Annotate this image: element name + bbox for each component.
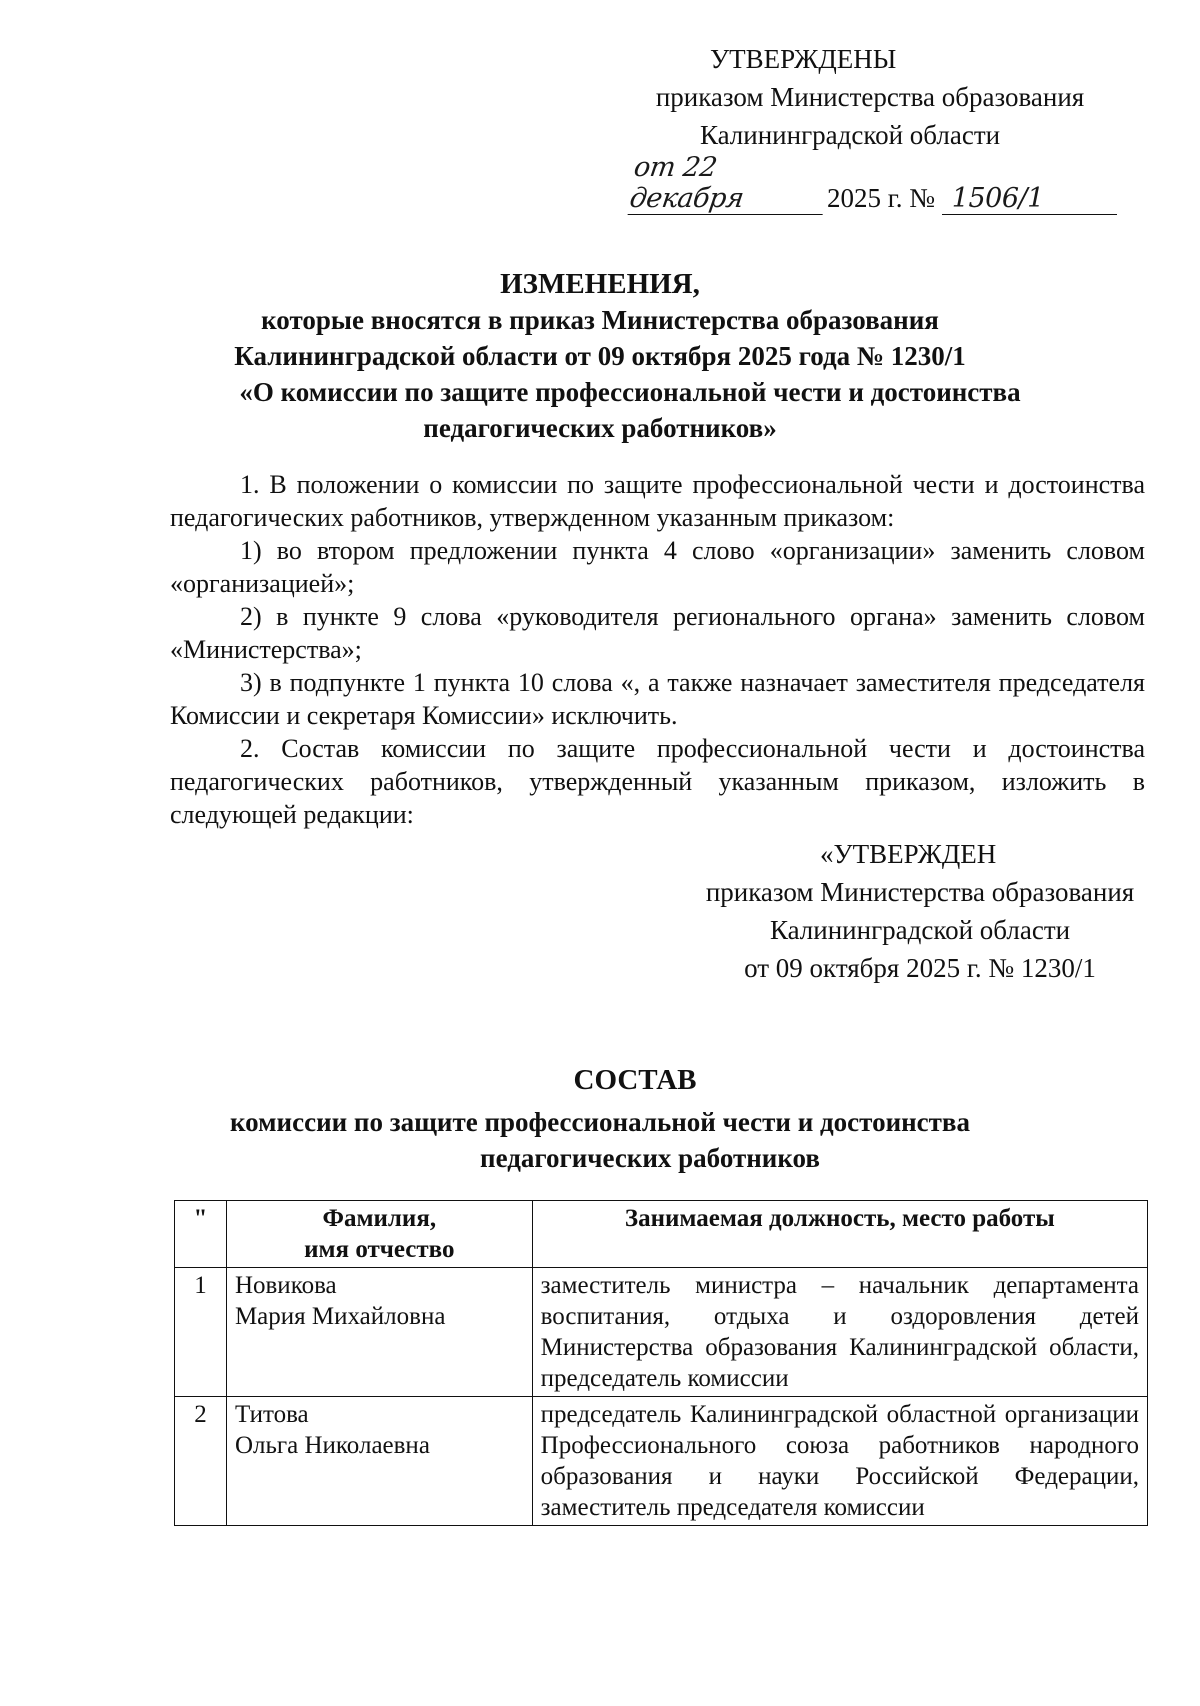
paragraph-4: 3) в подпункте 1 пункта 10 слова «, а также назначает заместителя председателя Комиссии и секретаря Комиссии» исключить. <box>170 668 1145 730</box>
paragraph-1: 1. В положении о комиссии по защите профессиональной чести и достоинства педагогических работников, утвержденном указанным приказом: <box>170 470 1145 532</box>
title-line-2: Калининградской области от 09 октября 2025 года № 1230/1 <box>234 341 966 371</box>
row-given-name: Ольга Николаевна <box>234 1432 430 1459</box>
handwritten-date: от 22 декабря <box>628 152 832 215</box>
header-name-line-2: имя отчество <box>304 1236 455 1263</box>
row-name <box>226 1397 532 1526</box>
body-text <box>170 468 1145 831</box>
header-position: Занимаемая должность, место работы <box>532 1201 1147 1268</box>
approval-block <box>640 40 1120 154</box>
title-line-1: которые вносятся в приказ Министерства образования <box>261 305 939 335</box>
handwritten-number: 1506/1 <box>942 183 1117 215</box>
paragraph-2: 1) во втором предложении пункта 4 слово «организации» заменить словом «организацией»; <box>170 536 1145 598</box>
roster-heading: СОСТАВ <box>573 1064 697 1096</box>
approval-line-2: Калининградской области <box>699 120 1001 150</box>
roster-subtitle-2: педагогических работников <box>480 1143 820 1173</box>
row-num: 1 <box>175 1268 227 1397</box>
title-line-3: «О комиссии по защите профессиональной чести и достоинства <box>239 377 1021 407</box>
row-num: 2 <box>175 1397 227 1526</box>
title-line-4: педагогических работников» <box>423 413 777 443</box>
approval2-line-1: приказом Министерства образования <box>705 877 1135 907</box>
row-position: заместитель министра – начальник департамента воспитания, отдыха и оздоровления детей Министерства образования Калининградской области, председатель комиссии <box>532 1268 1147 1397</box>
roster-table <box>174 1200 1148 1526</box>
table-header-row <box>175 1201 1148 1268</box>
approval2-line-2: Калининградской области <box>769 915 1071 945</box>
title-main: ИЗМЕНЕНИЯ, <box>500 268 700 300</box>
row-given-name: Мария Михайловна <box>234 1303 446 1330</box>
roster-subtitle-1: комиссии по защите профессиональной чести и достоинства <box>229 1107 971 1137</box>
row-surname: Титова <box>234 1401 309 1428</box>
approval2-heading: «УТВЕРЖДЕН <box>820 839 997 869</box>
paragraph-3: 2) в пункте 9 слова «руководителя регионального органа» заменить словом «Министерства»; <box>170 602 1145 664</box>
approval-date-line <box>627 152 1132 214</box>
row-name <box>226 1268 532 1397</box>
paragraph-5: 2. Состав комиссии по защите профессиональной чести и достоинства педагогических работников, утвержденный указанным приказом, изложить в следующей редакции: <box>170 734 1145 829</box>
row-surname: Новикова <box>234 1272 337 1299</box>
approval2-line-3: от 09 октября 2025 г. № 1230/1 <box>744 953 1096 983</box>
approval-heading: УТВЕРЖДЕНЫ <box>710 44 897 74</box>
row-position: председатель Калининградской областной организации Профессионального союза работников народного образования и науки Российской Федерации, заместитель председателя комиссии <box>532 1397 1147 1526</box>
approval-year: 2025 г. № <box>827 183 936 213</box>
header-name <box>226 1201 532 1268</box>
header-name-line-1: Фамилия, <box>322 1205 437 1232</box>
roster-title <box>180 1062 1020 1176</box>
approval-line-1: приказом Министерства образования <box>655 82 1085 112</box>
document-title <box>160 266 1040 446</box>
approval-block-2 <box>680 835 1160 987</box>
table-row <box>175 1397 1148 1526</box>
header-num: " <box>175 1201 227 1268</box>
table-row <box>175 1268 1148 1397</box>
